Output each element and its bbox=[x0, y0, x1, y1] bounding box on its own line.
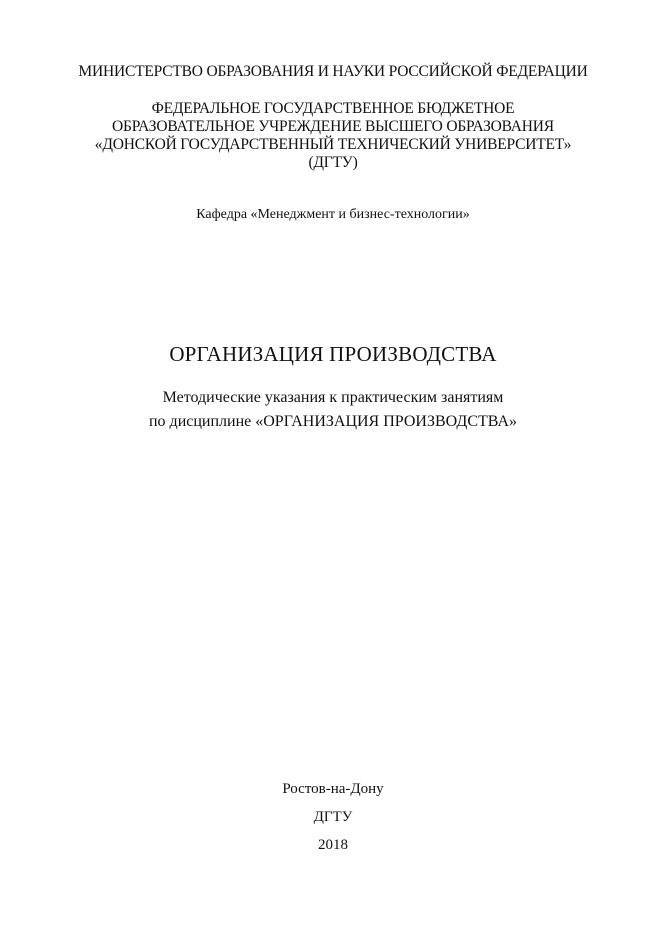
publication-city: Ростов-на-Дону bbox=[282, 781, 384, 797]
institution-abbreviation: (ДГТУ) bbox=[308, 154, 358, 171]
institution-line: «ДОНСКОЙ ГОСУДАРСТВЕННЫЙ ТЕХНИЧЕСКИЙ УНИВЕРСИТЕТ» bbox=[94, 136, 572, 153]
publisher: ДГТУ bbox=[313, 809, 353, 825]
department-name: Кафедра «Менеджмент и бизнес-технологии» bbox=[196, 207, 470, 222]
document-subtitle: Методические указания к практическим занятиям bbox=[162, 389, 504, 406]
institution-line: ОБРАЗОВАТЕЛЬНОЕ УЧРЕЖДЕНИЕ ВЫСШЕГО ОБРАЗОВАНИЯ bbox=[112, 118, 554, 135]
ministry-heading: МИНИСТЕРСТВО ОБРАЗОВАНИЯ И НАУКИ РОССИЙСКОЙ ФЕДЕРАЦИИ bbox=[78, 63, 588, 80]
institution-line: ФЕДЕРАЛЬНОЕ ГОСУДАРСТВЕННОЕ БЮДЖЕТНОЕ bbox=[151, 100, 515, 117]
document-title: ОРГАНИЗАЦИЯ ПРОИЗВОДСТВА bbox=[169, 342, 497, 366]
document-subtitle: по дисциплине «ОРГАНИЗАЦИЯ ПРОИЗВОДСТВА» bbox=[148, 413, 518, 430]
publication-year: 2018 bbox=[318, 837, 348, 853]
